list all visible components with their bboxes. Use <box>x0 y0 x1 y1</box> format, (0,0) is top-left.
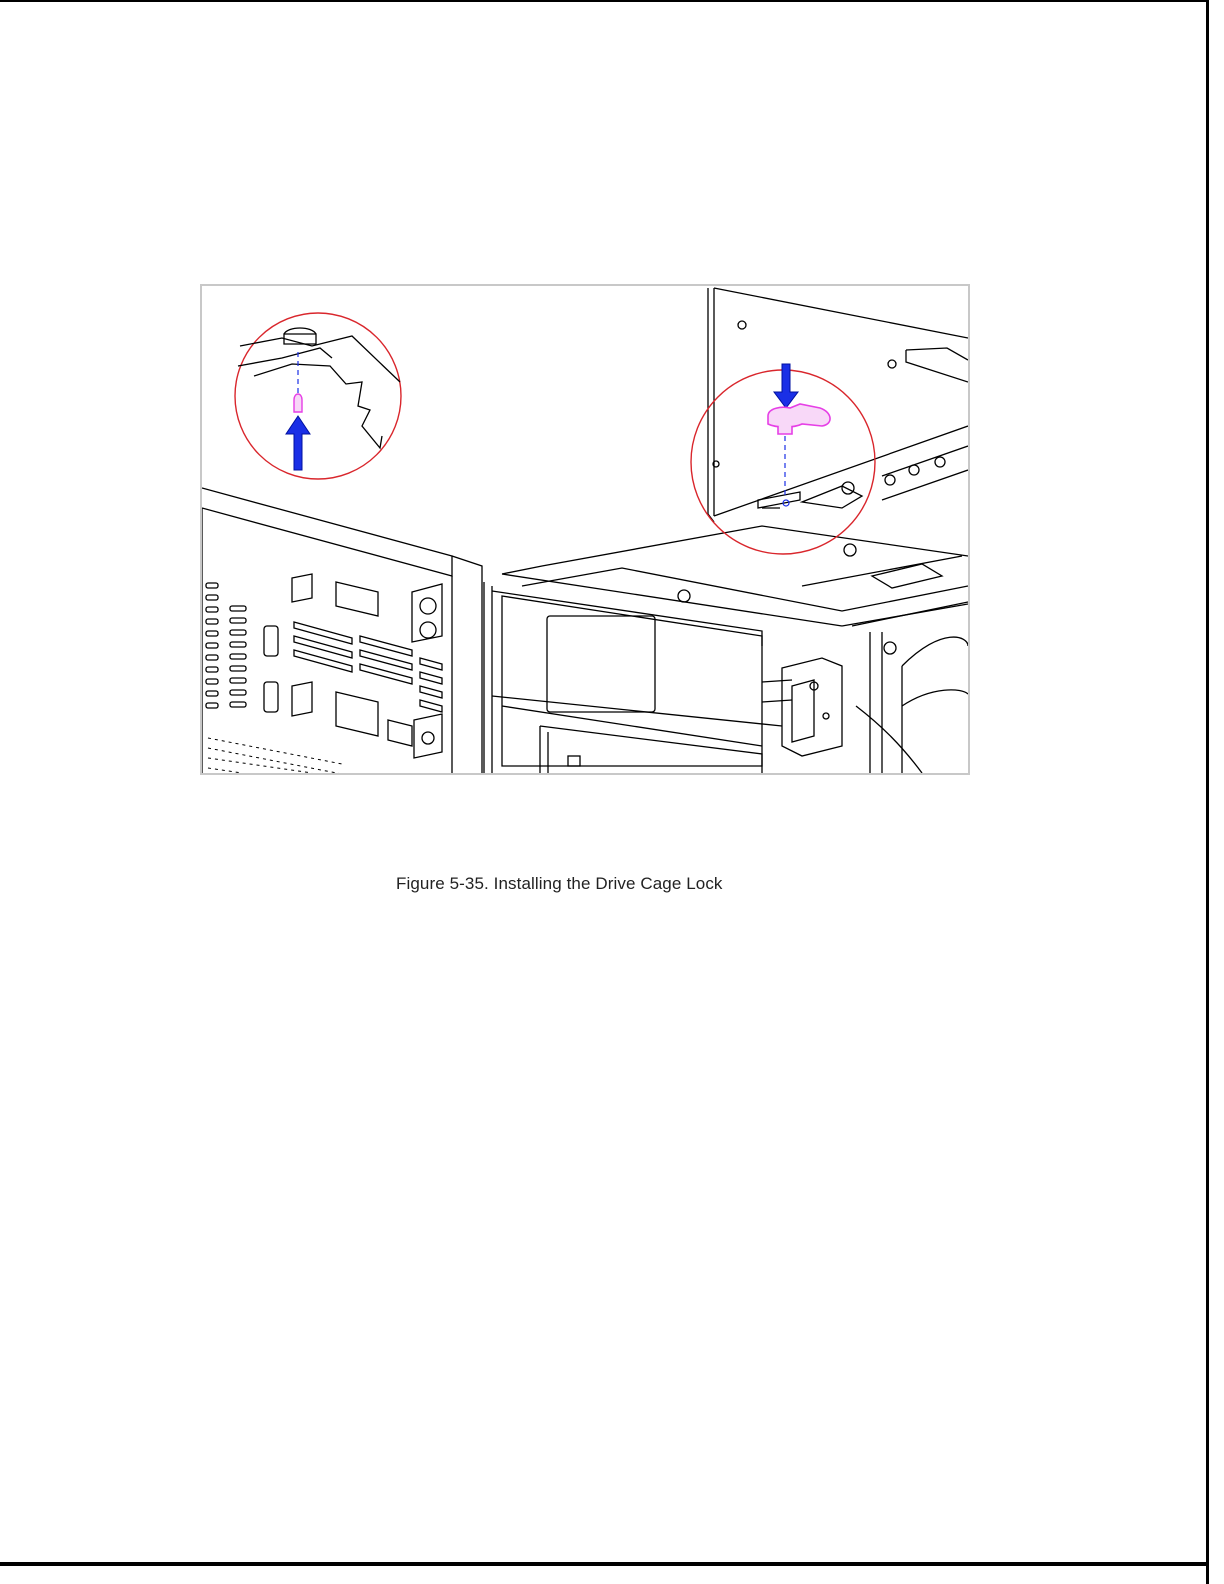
figure-illustration <box>200 284 970 775</box>
right-inset-callout <box>691 364 875 554</box>
left-vent-column <box>206 583 246 708</box>
page-bottom-rule <box>0 1562 1209 1566</box>
chassis-line-art <box>202 288 968 773</box>
lock-pin-part <box>294 394 302 412</box>
drive-cage-lock-part <box>768 404 830 434</box>
panel-connectors <box>412 584 442 758</box>
figure-caption: Figure 5-35. Installing the Drive Cage Lock <box>396 874 723 893</box>
vent-dot-grid <box>208 738 352 773</box>
page-top-rule <box>0 0 1208 2</box>
up-arrow-icon <box>286 416 310 470</box>
page-right-rule <box>1206 0 1209 1584</box>
drive-cage-lock-diagram <box>202 286 968 773</box>
left-inset-callout <box>235 313 401 479</box>
